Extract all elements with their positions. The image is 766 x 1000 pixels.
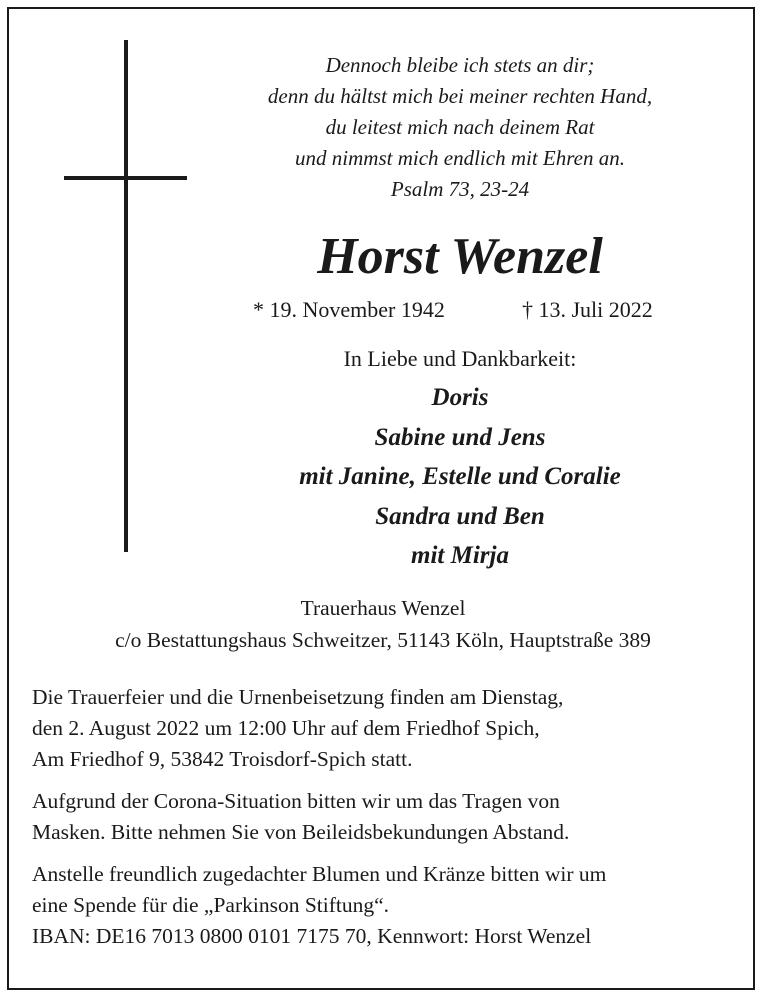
mourners-list	[190, 378, 730, 576]
mourner-line: Sabine und Jens	[374, 423, 546, 451]
funeral-notice	[32, 682, 742, 775]
donation-notice	[32, 859, 742, 952]
verse-line: denn du hältst mich bei meiner rechten Hand,	[267, 84, 653, 108]
mourner-line: mit Mirja	[411, 542, 509, 569]
deceased-name: Horst Wenzel	[317, 228, 603, 285]
notice-line: IBAN: DE16 7013 0800 0101 7175 70, Kennwort: Horst Wenzel	[32, 924, 592, 948]
notice-line: Die Trauerfeier und die Urnenbeisetzung finden am Dienstag,	[32, 685, 564, 709]
verse-line: Dennoch bleibe ich stets an dir;	[325, 53, 595, 77]
notice-line: Anstelle freundlich zugedachter Blumen und Kränze bitten wir um	[32, 862, 607, 886]
mourners-intro: In Liebe und Dankbarkeit:	[343, 346, 577, 371]
mourner-line: Doris	[431, 384, 489, 411]
verse-line: und nimmst mich endlich mit Ehren an.	[295, 146, 625, 170]
notice-line: Aufgrund der Corona-Situation bitten wir um das Tragen von	[32, 789, 560, 813]
cross-icon-crossbar	[64, 176, 187, 180]
verse-line: du leitest mich nach deinem Rat	[325, 115, 595, 139]
notice-line: Masken. Bitte nehmen Sie von Beileidsbekundungen Abstand.	[32, 820, 570, 844]
notice-line: Am Friedhof 9, 53842 Troisdorf-Spich statt.	[32, 747, 413, 771]
house-name: Trauerhaus Wenzel	[300, 596, 466, 620]
corona-notice	[32, 786, 742, 848]
bible-verse	[190, 50, 730, 205]
notice-line: eine Spende für die „Parkinson Stiftung“.	[32, 893, 390, 917]
mourning-house-address	[20, 592, 746, 656]
mourner-line: mit Janine, Estelle und Coralie	[299, 463, 621, 490]
birth-date: * 19. November 1942	[253, 297, 445, 322]
death-date: † 13. Juli 2022	[522, 297, 653, 322]
cross-icon	[124, 40, 128, 552]
verse-source: Psalm 73, 23-24	[390, 177, 530, 201]
mourner-line: Sandra und Ben	[375, 502, 545, 530]
house-address: c/o Bestattungshaus Schweitzer, 51143 Köln, Hauptstraße 389	[115, 628, 651, 652]
notice-line: den 2. August 2022 um 12:00 Uhr auf dem Friedhof Spich,	[32, 716, 540, 740]
